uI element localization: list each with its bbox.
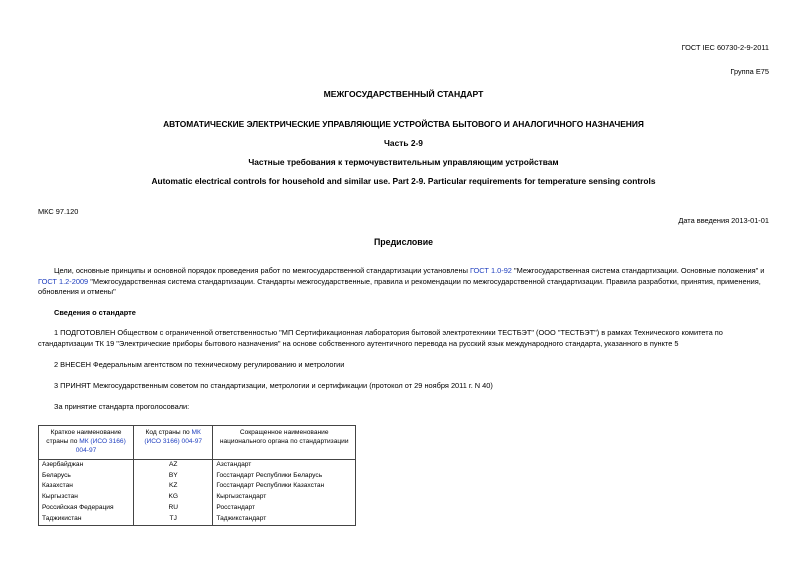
body-cell: Таджикстандарт xyxy=(213,514,356,525)
code-cell: TJ xyxy=(134,514,213,525)
column-header-country xyxy=(39,426,134,460)
foreword-text: "Межгосударственная система стандартизации. Основные положения" и xyxy=(511,266,765,275)
item-1: 1 ПОДГОТОВЛЕН Обществом с ограниченной ответственностью "МП Сертификационная лаборатория бытовой электротехники ТЕСТБЭТ" (ООО "ТЕСТБЭТ") в рамках Технического комитета по стандартизации ТК 19 "Электрические приборы бытового назначения" на основе собственного аутентичного перевода на русский язык международного стандарта, указанного в пункте 5 xyxy=(38,328,723,348)
doc-code: ГОСТ IEC 60730-2-9-2011 xyxy=(681,43,769,52)
code-cell: BY xyxy=(134,471,213,482)
header-text: Краткое наименование страны по xyxy=(46,429,122,445)
code-cell: KG xyxy=(134,492,213,503)
foreword-paragraph xyxy=(38,266,770,298)
column-header-body: Сокращенное наименование национального органа по стандартизации xyxy=(213,426,356,460)
main-title: АВТОМАТИЧЕСКИЕ ЭЛЕКТРИЧЕСКИЕ УПРАВЛЯЮЩИЕ УСТРОЙСТВА БЫТОВОГО И АНАЛОГИЧНОГО НАЗНАЧЕНИЯ xyxy=(163,119,644,129)
code-cell: RU xyxy=(134,503,213,514)
country-cell: Казахстан xyxy=(39,481,134,492)
subtitle: Частные требования к термочувствительным управляющим устройствам xyxy=(248,157,559,167)
standard-type: МЕЖГОСУДАРСТВЕННЫЙ СТАНДАРТ xyxy=(323,89,484,99)
group-label: Группа Е75 xyxy=(730,67,769,76)
intro-date: Дата введения 2013-01-01 xyxy=(678,216,769,225)
code-cell: KZ xyxy=(134,481,213,492)
voting-table xyxy=(38,425,356,526)
country-cell: Беларусь xyxy=(39,471,134,482)
column-header-code xyxy=(134,426,213,460)
english-title: Automatic electrical controls for household and similar use. Part 2-9. Particular requirements for temperature sensing controls xyxy=(151,176,656,186)
table-row xyxy=(39,471,356,482)
body-cell: Госстандарт Республики Казахстан xyxy=(213,481,356,492)
table-row xyxy=(39,503,356,514)
item-2: 2 ВНЕСЕН Федеральным агентством по техническому регулированию и метрологии xyxy=(54,360,345,369)
country-cell: Азербайджан xyxy=(39,459,134,470)
mk-iso-link[interactable]: МК (ИСО 3166) 004-97 xyxy=(144,429,203,445)
table-row xyxy=(39,459,356,470)
table-row xyxy=(39,492,356,503)
country-cell: Кыргызстан xyxy=(39,492,134,503)
body-cell: Азстандарт xyxy=(213,459,356,470)
country-cell: Таджикистан xyxy=(39,514,134,525)
info-heading: Сведения о стандарте xyxy=(54,308,136,317)
body-cell: Кыргызстандарт xyxy=(213,492,356,503)
foreword-text: Цели, основные принципы и основной порядок проведения работ по межгосударственной стандартизации установлены xyxy=(54,266,470,275)
body-cell: Госстандарт Республики Беларусь xyxy=(213,471,356,482)
body-cell: Росстандарт xyxy=(213,503,356,514)
part-number: Часть 2-9 xyxy=(384,138,423,148)
table-row xyxy=(39,514,356,525)
mk-iso-link[interactable]: МК (ИСО 3166) 004-97 xyxy=(75,437,126,454)
gost-1-0-link[interactable]: ГОСТ 1.0-92 xyxy=(469,266,512,275)
voted-label: За принятие стандарта проголосовали: xyxy=(54,402,190,411)
header-text: Код страны по xyxy=(145,429,192,436)
country-cell: Российская Федерация xyxy=(39,503,134,514)
code-cell: AZ xyxy=(134,459,213,470)
gost-1-2-link[interactable]: ГОСТ 1.2-2009 xyxy=(38,276,89,286)
item-3: 3 ПРИНЯТ Межгосударственным советом по стандартизации, метрологии и сертификации (протокол от 29 ноября 2011 г. N 40) xyxy=(54,381,493,390)
foreword-text: "Межгосударственная система стандартизации. Стандарты межгосударственные, правила и рекомендации по межгосударственной стандартизации. Правила разработки, принятия, применения, обновления и отмены" xyxy=(38,276,761,297)
table-row xyxy=(39,481,356,492)
foreword-heading: Предисловие xyxy=(373,237,434,247)
mks-code: МКС 97.120 xyxy=(38,207,79,216)
